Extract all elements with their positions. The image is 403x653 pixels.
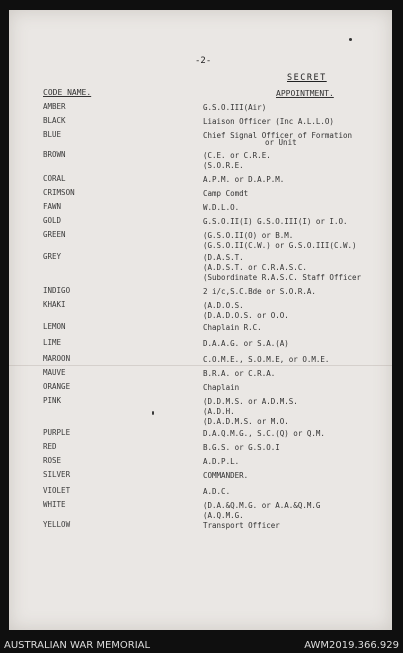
code-name: RED: [43, 442, 57, 451]
code-name: GOLD: [43, 216, 62, 225]
appointment-line: (D.A.D.O.S. or O.O.: [203, 311, 289, 320]
code-name-header: CODE NAME.: [43, 88, 92, 97]
code-name: LEMON: [43, 322, 66, 331]
code-name: AMBER: [43, 102, 66, 111]
code-name: ROSE: [43, 456, 62, 465]
appointment-line: C.O.M.E., S.O.M.E, or O.M.E.: [203, 355, 330, 364]
appointment-line: B.G.S. or G.S.O.I: [203, 443, 280, 452]
footer-accession: AWM2019.366.929: [304, 640, 399, 651]
classification-mark: SECRET: [287, 73, 327, 83]
appointment-line: COMMANDER.: [203, 471, 249, 480]
appointment-line: (D.A.&Q.M.G. or A.A.&Q.M.G: [203, 501, 321, 510]
appointment-line: B.R.A. or C.R.A.: [203, 369, 276, 378]
appointment-line: Liaison Officer (Inc A.L.L.O): [203, 117, 334, 126]
code-name: BLUE: [43, 130, 62, 139]
appointment-line: (G.S.O.II(C.W.) or G.S.O.III(C.W.): [203, 241, 357, 250]
appointment-line: D.A.Q.M.G., S.C.(Q) or Q.M.: [203, 429, 325, 438]
appointment-line: Chaplain: [203, 383, 240, 392]
code-name: LIME: [43, 338, 62, 347]
appointment-line: A.D.C.: [203, 487, 231, 496]
code-name: BROWN: [43, 150, 66, 159]
code-name: MAUVE: [43, 368, 66, 377]
appointment-line: (D.A.D.M.S. or M.O.: [203, 417, 289, 426]
appointment-line: Chaplain R.C.: [203, 323, 262, 332]
fold-crease: [9, 365, 392, 366]
code-name: WHITE: [43, 500, 66, 509]
appointment-line: (A.D.S.T. or C.R.A.S.C.: [203, 263, 307, 272]
appointment-line: 2 i/c,S.C.Bde or S.O.R.A.: [203, 287, 316, 296]
document-page: [9, 10, 392, 630]
ink-speck: [152, 411, 154, 415]
code-name: VIOLET: [43, 486, 71, 495]
code-name: BLACK: [43, 116, 66, 125]
code-name: CORAL: [43, 174, 66, 183]
code-name: MAROON: [43, 354, 71, 363]
appointment-line: or Unit: [265, 138, 297, 147]
code-name: GREEN: [43, 230, 66, 239]
appointment-header: APPOINTMENT.: [276, 89, 334, 98]
code-name: SILVER: [43, 470, 71, 479]
appointment-line: Camp Comdt: [203, 189, 249, 198]
appointment-line: Chief Signal Officer of Formation: [203, 131, 353, 140]
appointment-line: A.D.P.L.: [203, 457, 240, 466]
code-name: INDIGO: [43, 286, 71, 295]
code-name: CRIMSON: [43, 188, 75, 197]
appointment-line: (A.D.H.: [203, 407, 235, 416]
appointment-line: A.P.M. or D.A.P.M.: [203, 175, 285, 184]
code-name: ORANGE: [43, 382, 71, 391]
code-name: PURPLE: [43, 428, 71, 437]
appointment-line: (S.O.R.E.: [203, 161, 244, 170]
appointment-line: (A.D.O.S.: [203, 301, 244, 310]
page-number: -2-: [195, 56, 212, 66]
code-name: GREY: [43, 252, 62, 261]
appointment-line: D.A.A.G. or S.A.(A): [203, 339, 289, 348]
appointment-line: (D.D.M.S. or A.D.M.S.: [203, 397, 298, 406]
code-name: YELLOW: [43, 520, 71, 529]
code-name: KHAKI: [43, 300, 66, 309]
appointment-line: G.S.O.III(Air): [203, 103, 267, 112]
appointment-line: (Subordinate R.A.S.C. Staff Officer: [203, 273, 362, 282]
appointment-line: (G.S.O.II(O) or B.M.: [203, 231, 294, 240]
appointment-line: (C.E. or C.R.E.: [203, 151, 271, 160]
ink-speck: [349, 38, 352, 41]
appointment-line: G.S.O.II(I) G.S.O.III(I) or I.O.: [203, 217, 348, 226]
code-name: FAWN: [43, 202, 62, 211]
appointment-line: (A.Q.M.G.: [203, 511, 244, 520]
appointment-line: (D.A.S.T.: [203, 253, 244, 262]
code-name: PINK: [43, 396, 62, 405]
appointment-line: W.D.L.O.: [203, 203, 240, 212]
appointment-line: Transport Officer: [203, 521, 280, 530]
footer-credit: AUSTRALIAN WAR MEMORIAL: [4, 640, 151, 651]
